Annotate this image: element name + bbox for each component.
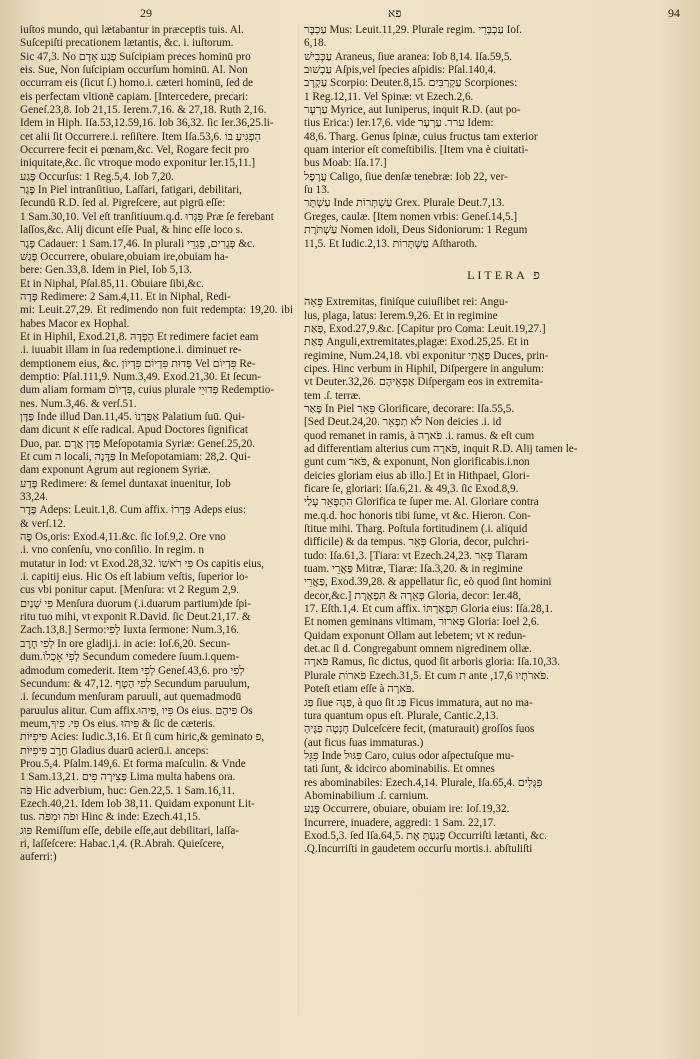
text-line: הִתְפָּאֵר עָלַי Glorifica te ſuper me. Al. Gloriare contra <box>304 496 539 509</box>
text-line: עֲרָפֶל Caligo, ſiue denſæ tenebræ: Iob 22, ver- <box>304 170 508 183</box>
text-line: Greges, caulæ. [Item nomen vrbis: Geneſ.14,5.] <box>304 210 518 223</box>
text-line: 17. Eſth.1,4. Et cum affix. תִּפְאַרְתּוֹ Gloria eius: Iſa.28,1. <box>304 603 553 616</box>
text-line: חֶרֶב פִּיפִיּוֹת Gladius duarū acierū.i. anceps: <box>20 744 209 757</box>
text-line: Idem in Hiph. Iſa.53,12.59,16. Iob 36,32. ſic Ier.36,25.li- <box>20 117 274 130</box>
text-line: 1 Sam.13,21. פְּצִירָה פִים Lima multa habens ora. <box>20 771 236 784</box>
text-line: Incurrere, inuadere, aggredi: 1 Sam. 22,17. <box>304 816 496 829</box>
column-divider <box>298 24 299 1014</box>
text-line: פֶּה Os,oris: Exod.4,11.&c. ſic Ioſ.9,2. Ore vno <box>20 531 226 544</box>
text-line: eis perfectam vltionē capiam. [Intercedere, precari: <box>20 90 249 103</box>
text-line: פְּאַת, Exod.27,9.&c. [Capitur pro Coma: Leuit.19,27.] <box>304 322 546 335</box>
text-line: ſecundū R.D. ſed al. Pigreſcere, aut pigrū eſſe: <box>20 197 226 210</box>
text-line: .i. capitij eius. Hic Os eſt labium veſtis, ſuperior lo- <box>20 571 249 584</box>
text-line: Secundum: & 47,12. לְפִי הַטָּף Secundum paruulum, <box>20 677 250 690</box>
text-line: meum,פִּי. פִּיךָ Os eius. פִּיהוּ & ſic de cæteris. <box>20 717 216 730</box>
text-line: עַכְבָּר Mus: Leuit.11,29. Plurale regim. עַכְבְּרֵי Ioſ. <box>304 24 522 36</box>
text-line: עַשְׁתָּר Inde עַשְׁתְּרוֹת Grex. Plurale Deut.7,13. <box>304 197 505 210</box>
text-line: iniquitate,&c. ſic vtroque modo exponitur Ier.15,11.] <box>20 157 256 170</box>
text-line: .i. ſecundum menſuram paruuli, aut quemadmodū <box>20 691 242 704</box>
text-line: Et cum ה locali, פַּדֶּנָה In Meſopotamiam: 28,2. Qui- <box>20 451 251 463</box>
page-number-left: 29 <box>140 6 152 20</box>
text-line: עַכָּבִישׁ Araneus, ſiue aranea: Iob 8,14. Iſa.59,5. <box>304 50 513 63</box>
text-line: demptionem eius, &c. פְּדוּת פִּדְיוֹם פִּדְיוֹן Vel פִּדְיוֹם Re- <box>20 357 256 370</box>
text-line: פֹּארָה Ramus, ſic dictus, quod ſit arboris gloria: Iſa.10,33. <box>304 656 561 669</box>
text-line: פָּגַשׁ Occurrere, obuiare,obuiam ire,obuiam ha- <box>20 250 229 263</box>
text-line: Et in Hiphil, Exod.21,8. הֶפְדָּהּ Et redimere faciet eam <box>20 330 259 343</box>
text-line: ficare ſe, gloriari: Iſa.6,21. & 49,3. ſic Exod.8,9. <box>304 483 519 495</box>
text-line: occurram eis (ſicut ſ.) homo.i. cæteri hominū, ſed de <box>20 77 254 90</box>
text-line: ri, laſſeſcere: Habac.1,4. (R.Abrah. Quieſcere, <box>20 837 225 850</box>
text-line: פְּאַת Anguli,extremitates,plagæ: Exod.25,25. Et in <box>304 336 529 349</box>
text-line: .i. vno conſenſu, vno conſilio. In regim. n <box>20 544 204 557</box>
text-line: dum aliam formam פִּדְיוֹם, cuius plurale פְּדוּיֵי Redemptio- <box>20 384 275 397</box>
text-line: עַקְרָב Scorpio: Deuter.8,15. עַקְרַבִּים Scorpiones: <box>304 77 518 90</box>
left-column <box>20 24 293 1034</box>
text-line: eis. Sue, Non ſuſcipiam occurſum hominū. Al. Non <box>20 64 248 77</box>
text-line: פֶּגַע Occurſus: 1 Reg.5,4. Iob 7,20. <box>20 170 174 183</box>
right-column <box>304 24 666 1034</box>
text-line: Ezech.40,21. Idem Iob 38,11. Quidam exponunt Lit- <box>20 797 255 810</box>
text-line: פֶּדֶר Adeps: Leuit.1,8. Cum affix. פִּדְרוֹ Adeps eius: <box>20 504 247 517</box>
text-line: פֶּגֶר Cadauer: 1 Sam.17,46. In plurali פְּגָרִים, פִּגְרֵי &c. <box>20 237 255 250</box>
text-line: Occurrere fecit ei pœnam,&c. Vel, Rogare fecit pro <box>20 144 250 157</box>
text-line: פַּדָּן Inde illud Dan.11,45. אַפַּדְנוֹ Palatium ſuū. Qui- <box>20 410 245 423</box>
text-line: (aut ficus ſuas immaturas.) <box>304 736 424 749</box>
text-line: res abominabiles: Ezech.4,14. Plurale, Iſa.65,4. פִּגֻּלִים <box>304 776 543 789</box>
text-line: dam dicunt א eſſe radical. Apud Doctores ſignificat <box>20 424 248 437</box>
text-line: ad differentiam alterius cum פֹּארָה, inquit R.D. Alij tamen le- <box>304 442 578 455</box>
text-line: iuſtos mundo, qui lætabantur in præceptis tuis. Al. <box>20 24 244 36</box>
text-line: [Sed Deut.24,20. לֹא תְפָאֵר Non deicies .i. id <box>304 416 502 429</box>
section-title: LITERA <box>467 267 528 282</box>
text-line: deicies gloriam eius ab illo.] Et in Hithpael, Glori- <box>304 469 530 482</box>
text-line: difficile) & da tempus. פְּאֵר Gloria, decor, pulchri- <box>304 536 529 549</box>
text-line: פֵּאָה Extremitas, finiſque cuiuſlibet rei: Angu- <box>304 296 509 309</box>
text-line: tius Erica:) Ier.17,6. vide ערר. עַרְעָר Idem: <box>304 117 494 130</box>
text-line: פִּי שְׁנַיִם Menſura duorum (.i.duarum partium)de ſpi- <box>20 597 251 610</box>
text-line: me.q.d. hoc honoris tibi ſume, vt &c. Hieron. Con- <box>304 509 531 522</box>
text-line: Duo, par. פַּדַּן אֲרָם Meſopotamia Syriæ: Geneſ.25,20. <box>20 437 255 450</box>
text-line: mutatur in Iod: vt Exod.28,32. פִּי רֹאשׁוֹ Os capitis eius, <box>20 557 265 570</box>
text-line: פֹּה Hic adverbium, huc: Gen.22,5. 1 Sam.16,11. <box>20 784 235 797</box>
text-line: & verſ.12. <box>20 517 66 530</box>
text-line: לְפִי חָרֶב In ore gladij.i. in acie: Ioſ.6,20. Secun- <box>20 637 231 650</box>
text-line: Et nomen geminans vltimam, פָּארוּר Gloria: Ioel 2,6. <box>304 616 540 629</box>
text-line: demptio: Pſal.111,9. Num.3,49. Exod.21,30. Et ſecun- <box>20 370 261 383</box>
text-line: regimine, Num.24,18. vbi exponitur פַּאֲתֵי Duces, prin- <box>304 349 549 362</box>
text-line: .i. iuuabit illam in ſua redemptione.i. diminuet re- <box>20 344 242 357</box>
text-line: ſu 13. <box>304 184 330 197</box>
text-line: פַּאֲרֵי, Exod.39,28. & appellatur ſic, eò quod ſint homini <box>304 576 552 589</box>
text-line: פָּדָה Redimere: 2 Sam.4,11. Et in Niphal, Redi- <box>20 290 231 303</box>
text-line: gunt cum פֹּאר, & exponunt, Non glorificabis.i.non <box>304 456 530 469</box>
text-line: tura quantum opus eſt. Plurale, Cantic.2,13. <box>304 709 499 722</box>
text-line: quod remanet in ramis, à פֹּארָה .i. ramus. & eſt cum <box>304 429 535 442</box>
text-line: 6,18. <box>304 37 327 50</box>
text-line: ritu tuo mihi, vt exponit R.David. ſic Deut.21,17. & <box>20 611 251 624</box>
text-line: פּוּג Remiſſum eſſe, debile eſſe,aut debilitari, laſſa- <box>20 824 240 837</box>
text-line: mi: Leuit.27,29. Et redimendo non fuit redempta: 19,20. ibi habes Macor ex Hophal. <box>20 304 293 330</box>
text-line: lus, plaga, latus: Ierem.9,26. Et in regimine <box>304 309 498 322</box>
section-letter: פ <box>533 267 543 283</box>
text-line: 1 Reg.12,11. Vel Spinæ: vt Ezech.2,6. <box>304 90 474 103</box>
text-line: Poteſt etiam eſſe à פֹּארָה. <box>304 683 415 696</box>
text-line: quam interior eſt comeſtibilis. [Item vna è ciuitati- <box>304 144 529 157</box>
text-line: nes. Num.3,46. & verſ.51. <box>20 397 137 410</box>
text-line: dum.לְפִי אָכְלוֹ Secundum comedere ſuum.i.quem- <box>20 651 240 664</box>
text-line: tem .ſ. terræ. <box>304 389 361 402</box>
text-line: Geneſ.23,8. Iob 21,15. Ierem.7,16. & 27,18. Ruth 2,16. <box>20 104 267 117</box>
text-line: bere: Gen.33,8. Idem in Piel, Iob 5,13. <box>20 264 193 277</box>
text-line: auferri:) <box>20 851 57 864</box>
running-head <box>0 6 700 24</box>
text-line: cet alii ſit Occurrere.i. reſiſtere. Item Iſa.53,6. הִפְגִּיעַ בּוֹ <box>20 130 262 143</box>
text-line: Zach.13,8.] Sermo:לְפִי Iuxta ſermone: Num.3,16. <box>20 624 240 637</box>
text-line: laſſos,&c. Alij dicunt eſſe Pual, & hinc eſſe loco s. <box>20 224 243 237</box>
text-line: חָנְטָה פַגֶּיהָ Dulceſcere fecit, (maturauit) groſſos ſuos <box>304 723 535 736</box>
text-line: 48,6. Tharg. Genus ſpinæ, cuius fructus tam exterior <box>304 130 538 143</box>
section-heading <box>304 269 666 282</box>
text-line: .Q.Incurriſti in gaudetem occurſu mortis.i. abſtuliſti <box>304 843 533 856</box>
text-line: tuam. פַּאֲרֵי Mitræ, Tiaræ: Iſa.3,20. & in regimine <box>304 563 523 576</box>
text-line: cus vbi ponitur caput. [Menſura: vt 2 Regum 2,9. <box>20 584 240 597</box>
text-line: פָּאַר In Piel פֵּאֵר Glorificare, decorare: Iſa.55,5. <box>304 402 515 415</box>
text-line: Prou.5,4. Pſalm.149,6. Et forma maſculin. & Vnde <box>20 757 246 770</box>
text-line: Quidam exponunt Ollam aut lebetem; vt א redun- <box>304 629 527 642</box>
text-line: tus. וּפֹה וּמִפֹּה Hinc & inde: Ezech.41,15. <box>20 811 201 824</box>
text-line: Et in Niphal, Pſal.85,11. Obuiare ſibi,&c. <box>20 277 204 290</box>
text-line: 1 Sam.30,10. Vel eſt tranſitiuum.q.d. פִּגְּרוּ Præ ſe ferebant <box>20 210 274 223</box>
text-line: 33,24. <box>20 491 48 504</box>
text-line: Exod.5,3. ſed Iſa.64,5. פָּגַעְתָּ אֶת Occurriſti lætanti, &c. <box>304 829 547 842</box>
right-column-entries-top <box>304 24 666 251</box>
text-line: det.ac ſi d. Congregabunt omnem nigredinem ollæ. <box>304 643 532 656</box>
text-line: עַכְשׁוּב Aſpis,vel ſpecies aſpidis: Pſal.140,4. <box>304 64 497 77</box>
text-line: עַרְעָר Myrice, aut Iuniperus, inquit R.D. (aut po- <box>304 104 521 117</box>
text-line: פַּג ſiue פַּגָּה, à quo ſit פַּג Ficus immatura, aut no ma- <box>304 696 533 709</box>
text-line: פִּגֵּל Inde פִּגּוּל Caro, cuius odor aſpectuſque mu- <box>304 749 515 762</box>
text-line: ſtitue mihi. Tharg. Poſtula fortitudinem (.i. aliquid <box>304 523 528 536</box>
text-line: פָּדַע Redimere: & ſemel duntaxat inuenitur, Iob <box>20 477 231 490</box>
text-line: vt Deuter.32,26. אַפְאֵיהֶם Diſpergam eos in extremita- <box>304 376 543 389</box>
text-line: Sic 47,3. No פָגַע אָדָם Suſcipiam preces hominū pro <box>20 50 251 63</box>
text-line: 11,5. Et Iudic.2,13. עַשְׁתָּרוֹת Aſtharoth. <box>304 237 478 250</box>
text-line: bus Moab: Iſa.17.] <box>304 157 387 170</box>
text-line: פָּגַר In Piel intranſitiuo, Laſſari, fatigari, debilitari, <box>20 184 242 197</box>
right-column-entries-bottom <box>304 296 666 856</box>
text-line: decor,&c.] פְּאֵרָה & תִּפְאֶרֶת Gloria, decor: Ier.48, <box>304 589 522 602</box>
text-line: Plurale פֹּארוֹת Ezech.31,5. Et cum ת ante ,פֹּארֹתָיו 17,6. <box>304 669 549 682</box>
running-head-letter: פא <box>388 6 402 20</box>
text-line: paruulus alitur. Cum affix.פִּיו ,פִּיהוּ Os eius. פִּיהֶם Os <box>20 704 253 717</box>
text-line: tudo: Iſa.61,3. [Tiara: vt Ezech.24,23. פְּאֵר Tiaram <box>304 549 528 562</box>
page-number-right: 94 <box>668 6 680 20</box>
text-line: פִּיפִיּוֹת Acies: Iudic.3,16. Et ſi cum hiric,& geminato פ, <box>20 731 265 744</box>
text-line: עַשְׁתֹּרֶת Nomen idoli, Deus Sidoniorum: 1 Regum <box>304 224 528 237</box>
text-line: פָּגַע Occurrere, obuiare, obuiam ire: Ioſ.19,32. <box>304 803 510 816</box>
text-line: dam exponunt Agrum aut regionem Syriæ. <box>20 464 211 477</box>
text-line: Suſcepiſti precationem lætantis, &c. i. iuſtorum. <box>20 37 234 50</box>
text-line: Abominabilium .ſ. carnium. <box>304 789 429 802</box>
text-line: tati ſunt, & idcirco abominabilis. Et omnes <box>304 763 495 776</box>
text-line: cipes. Hinc verbum in Hiphil, Diſpergere in angulum: <box>304 362 544 375</box>
text-line: admodum comederit. Item לְפִי Geneſ.43,6. pro לְפִי <box>20 664 245 677</box>
